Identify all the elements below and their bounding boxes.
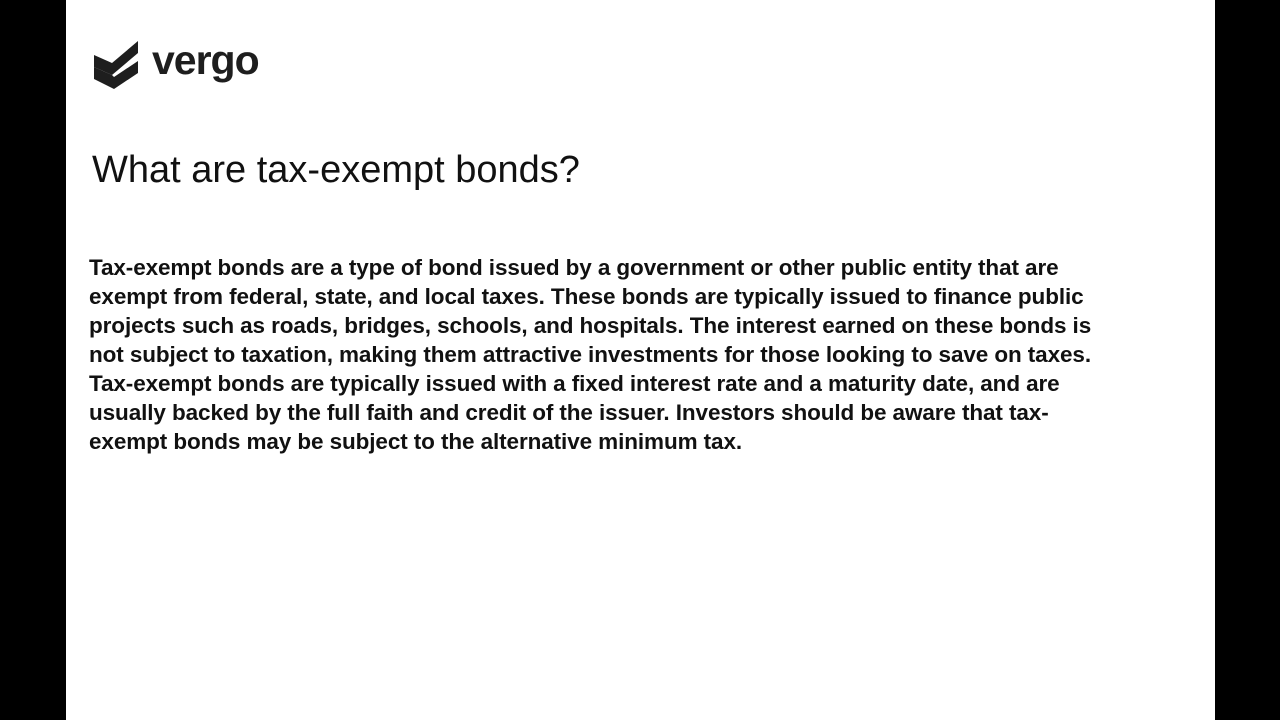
logo-wordmark: vergo: [152, 36, 259, 83]
slide-body-text: Tax-exempt bonds are a type of bond issued by a government or other public entity that are exempt from federal, state, and local taxes. These bonds are typically issued to finance public projects such as roads, bridges, schools, and hospitals. The interest earned on these bonds is not subject to taxation, making them attractive investments for those looking to save on taxes. Tax-exempt bonds are typically issued with a fixed interest rate and a maturity date, and are usually backed by the full faith and credit of the issuer. Investors should be aware that tax-exempt bonds may be subject to the alternative minimum tax.: [89, 255, 1092, 454]
slide-title: What are tax-exempt bonds?: [92, 149, 580, 191]
vergo-logo-mark-icon: [92, 37, 144, 89]
logo: [92, 36, 259, 90]
slide: [66, 0, 1215, 720]
